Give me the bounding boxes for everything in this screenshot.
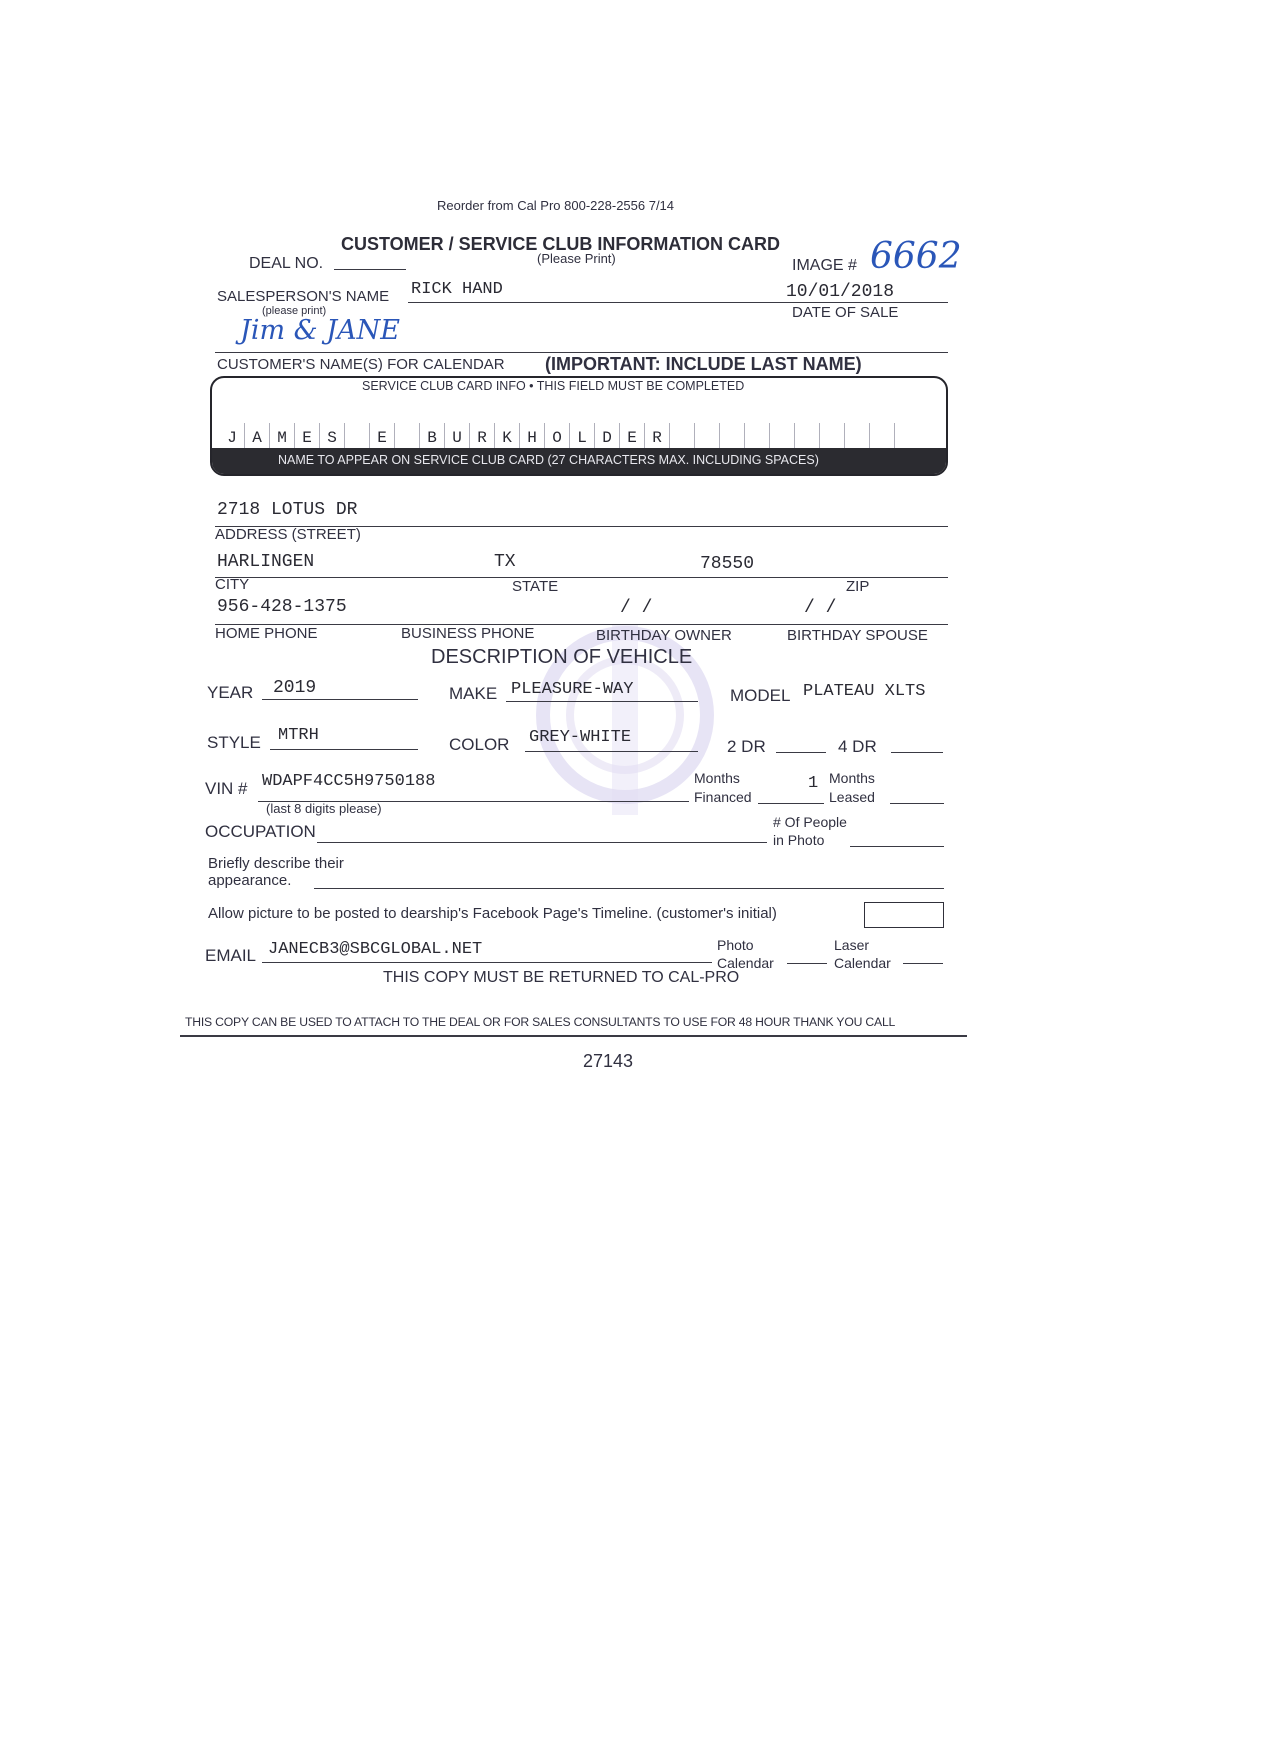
service-card-char-cell: E	[620, 423, 645, 453]
include-last-name-note: (IMPORTANT: INCLUDE LAST NAME)	[545, 354, 862, 374]
model-label: MODEL	[730, 686, 791, 705]
service-card-header: SERVICE CLUB CARD INFO • THIS FIELD MUST BE COMPLETED	[362, 379, 745, 393]
home-phone-value: 956-428-1375	[217, 597, 347, 617]
form-title: CUSTOMER / SERVICE CLUB INFORMATION CARD	[341, 234, 781, 254]
months-value: 1	[808, 774, 819, 793]
year-label: YEAR	[207, 683, 254, 702]
style-label: STYLE	[207, 733, 261, 752]
make-value: PLEASURE-WAY	[511, 680, 634, 699]
vin-hint: (last 8 digits please)	[266, 801, 382, 816]
attach-note: THIS COPY CAN BE USED TO ATTACH TO THE DEAL OR FOR SALES CONSULTANTS TO USE FOR 48 HOUR THANK YOU CALL	[185, 1015, 896, 1029]
months-financed-label-1: Months	[694, 770, 740, 786]
vin-value: WDAPF4CC5H9750188	[262, 772, 436, 791]
salesperson-label: SALESPERSON'S NAME	[217, 288, 390, 305]
state-label: STATE	[512, 578, 559, 595]
deal-no-label: DEAL NO.	[249, 255, 324, 272]
phone-line	[215, 624, 948, 625]
vin-label: VIN #	[205, 779, 248, 798]
customer-names-line	[215, 352, 948, 353]
service-card-char-cell: R	[645, 423, 670, 453]
please-print-note: (Please Print)	[537, 251, 616, 266]
service-card-char-cell: E	[370, 423, 395, 453]
email-label: EMAIL	[205, 946, 257, 965]
appearance-label-2: appearance.	[208, 872, 292, 889]
appearance-line	[314, 888, 944, 889]
service-card-char-cell: E	[295, 423, 320, 453]
attach-note-underline	[180, 1035, 967, 1037]
form-number: 27143	[583, 1051, 634, 1071]
city-label: CITY	[215, 576, 250, 593]
months-financed-line	[758, 803, 824, 804]
deal-no-line	[334, 269, 406, 270]
home-phone-label: HOME PHONE	[215, 625, 318, 642]
email-value: JANECB3@SBCGLOBAL.NET	[268, 940, 483, 959]
salesperson-value: RICK HAND	[411, 280, 503, 299]
model-value: PLATEAU XLTS	[803, 682, 926, 701]
people-in-photo-label-1: # Of People	[773, 814, 847, 830]
service-card-char-cell: K	[495, 423, 520, 453]
customer-names-handwritten: Jim & JANE	[240, 315, 400, 346]
laser-calendar-label-2: Calendar	[834, 955, 891, 971]
style-value: MTRH	[278, 726, 319, 745]
vehicle-heading: DESCRIPTION OF VEHICLE	[431, 646, 693, 668]
return-note: THIS COPY MUST BE RETURNED TO CAL-PRO	[383, 969, 740, 986]
service-card-char-cell: S	[320, 423, 345, 453]
two-door-label: 2 DR	[727, 737, 766, 756]
months-leased-line	[890, 803, 944, 804]
date-of-sale-label: DATE OF SALE	[792, 304, 899, 321]
laser-calendar-label-1: Laser	[834, 937, 870, 953]
birthday-spouse-label: BIRTHDAY SPOUSE	[787, 627, 928, 644]
facebook-consent-label: Allow picture to be posted to dearship's Facebook Page's Timeline. (customer's initial)	[208, 905, 777, 922]
people-in-photo-label-2: in Photo	[773, 832, 825, 848]
service-card-char-cell: D	[595, 423, 620, 453]
address-value: 2718 LOTUS DR	[217, 500, 358, 520]
year-value: 2019	[273, 678, 317, 698]
service-card-char-cell: L	[570, 423, 595, 453]
birthday-owner-label: BIRTHDAY OWNER	[596, 627, 732, 644]
people-in-photo-line	[850, 846, 944, 847]
salesperson-line	[408, 302, 948, 303]
two-door-line	[776, 752, 826, 753]
year-line	[262, 699, 418, 700]
appearance-label-1: Briefly describe their	[208, 855, 344, 872]
service-card-char-cell: U	[445, 423, 470, 453]
city-value: HARLINGEN	[217, 552, 315, 572]
months-financed-label-2: Financed	[694, 789, 752, 805]
zip-label: ZIP	[846, 578, 870, 595]
months-leased-label-1: Months	[829, 770, 875, 786]
photo-calendar-label-1: Photo	[717, 937, 754, 953]
service-card-char-cell: J	[220, 423, 245, 453]
make-line	[506, 701, 698, 702]
photo-calendar-line	[787, 963, 827, 964]
service-card-char-cell: M	[270, 423, 295, 453]
style-line	[270, 749, 418, 750]
city-line	[215, 577, 948, 578]
image-number-handwritten: 6662	[870, 236, 962, 277]
make-label: MAKE	[449, 684, 498, 703]
address-label: ADDRESS (STREET)	[215, 526, 361, 543]
color-label: COLOR	[449, 735, 510, 754]
service-card-char-cell: R	[470, 423, 495, 453]
service-card-char-cell: O	[545, 423, 570, 453]
reorder-note: Reorder from Cal Pro 800-228-2556 7/14	[437, 198, 675, 213]
business-phone-label: BUSINESS PHONE	[401, 625, 535, 642]
service-card-char-cell: H	[520, 423, 545, 453]
occupation-line	[317, 842, 767, 843]
service-card-char-cell: A	[245, 423, 270, 453]
service-club-card-box	[210, 376, 948, 476]
service-card-footer-band	[212, 448, 946, 474]
customer-initial-box	[864, 902, 944, 928]
zip-value: 78550	[700, 554, 755, 574]
photo-calendar-label-2: Calendar	[717, 955, 774, 971]
date-of-sale-value: 10/01/2018	[786, 282, 895, 302]
service-card-char-cell: B	[420, 423, 445, 453]
occupation-label: OCCUPATION	[205, 822, 316, 841]
birthday-owner-value: / /	[620, 598, 653, 618]
four-door-label: 4 DR	[838, 737, 877, 756]
image-label: IMAGE #	[792, 257, 857, 274]
email-line	[262, 962, 712, 963]
months-leased-label-2: Leased	[829, 789, 875, 805]
customer-names-label: CUSTOMER'S NAME(S) FOR CALENDAR	[217, 356, 505, 373]
service-card-footer-text: NAME TO APPEAR ON SERVICE CLUB CARD (27 CHARACTERS MAX. INCLUDING SPACES)	[278, 453, 819, 467]
salesperson-sublabel: (please print)	[262, 305, 327, 317]
color-line	[525, 751, 698, 752]
laser-calendar-line	[903, 963, 943, 964]
color-value: GREY-WHITE	[529, 728, 632, 747]
state-value: TX	[494, 552, 516, 572]
birthday-spouse-value: / /	[804, 598, 837, 618]
four-door-line	[891, 752, 943, 753]
